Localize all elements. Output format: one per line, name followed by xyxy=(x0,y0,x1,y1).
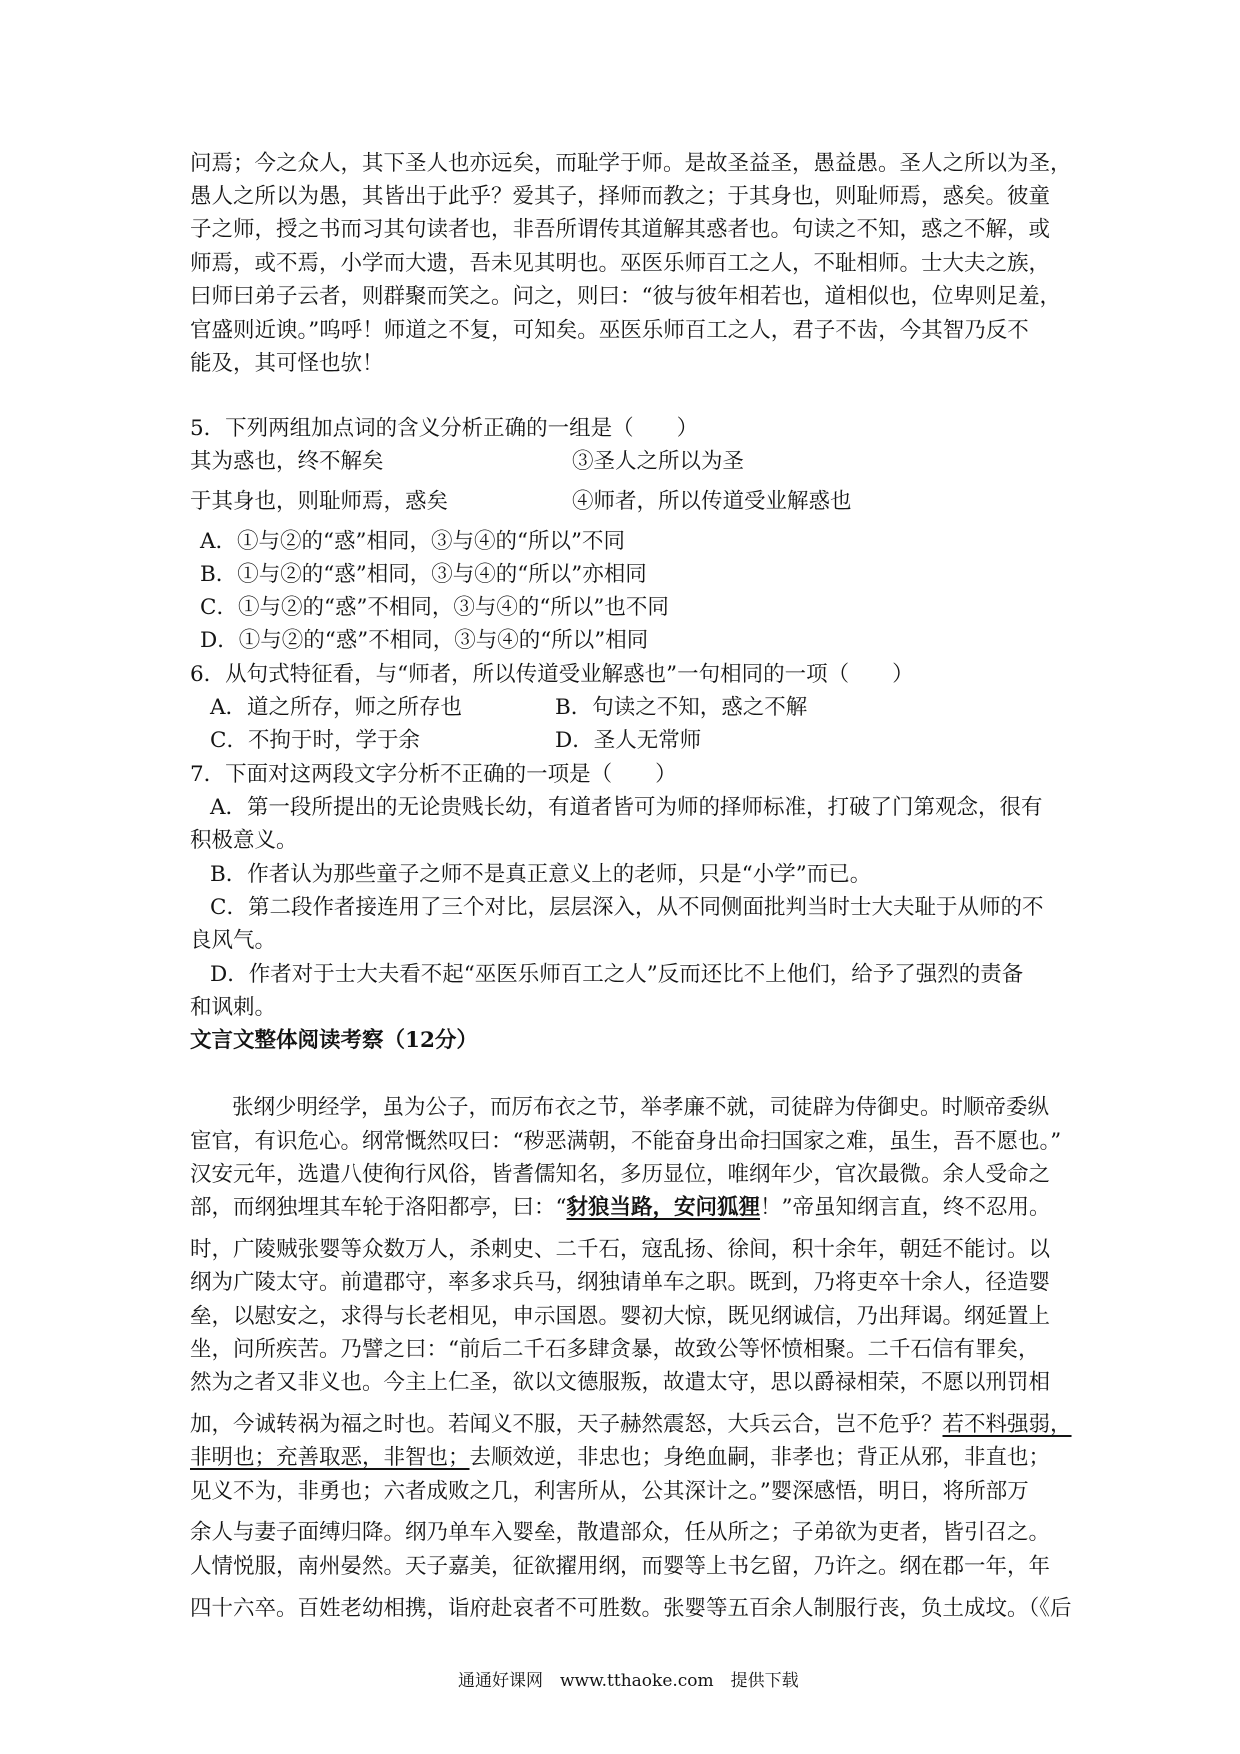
underlined-sentence: 非明也；充善取恶，非智也； xyxy=(190,1445,470,1470)
passage-2-line: 汉安元年，选遣八使徇行风俗，皆耆儒知名，多历显位，唯纲年少，官次最微。余人受命之 xyxy=(190,1162,1051,1187)
passage-2-line: 时，广陵贼张婴等众数万人，杀刺史、二千石，寇乱扬、徐间，积十余年，朝廷不能讨。以 xyxy=(190,1237,1051,1262)
passage-2-line xyxy=(190,1411,1072,1439)
passage-1-line: 愚人之所以为愚，其皆出于此乎？爱其子，择师而教之；于其身也，则耻师焉，惑矣。彼童 xyxy=(190,184,1051,209)
passage-2-line: 余人与妻子面缚归降。纲乃单车入婴垒，散遣部众，任从所之；子弟欲为吏者，皆引召之。 xyxy=(190,1520,1051,1545)
question-7-line: D．作者对于士大夫看不起“巫医乐师百工之人”反而还比不上他们，给予了强烈的责备 xyxy=(210,962,1024,987)
question-6-option-c: C．不拘于时，学于余 xyxy=(210,728,420,753)
question-5-stem: 5．下列两组加点词的含义分析正确的一组是（ ） xyxy=(190,416,699,441)
passage-2-line: 垒，以慰安之，求得与长老相见，申示国恩。婴初大惊，既见纲诚信，乃出拜谒。纲延置上 xyxy=(190,1304,1051,1329)
question-5-option-b: B．①与②的“惑”相同，③与④的“所以”亦相同 xyxy=(200,562,647,587)
question-6-stem: 6．从句式特征看，与“师者，所以传道受业解惑也”一句相同的一项（ ） xyxy=(190,662,914,687)
passage-2-line: 坐，问所疾苦。乃譬之曰：“前后二千石多肆贪暴，故致公等怀愤相聚。二千石信有罪矣， xyxy=(190,1337,1040,1362)
question-7-stem: 7．下面对这两段文字分析不正确的一项是（ ） xyxy=(190,762,677,787)
passage-1-line: 曰师曰弟子云者，则群聚而笑之。问之，则曰：“彼与彼年相若也，道相似也，位卑则足羞， xyxy=(190,284,1061,309)
question-5-item-4: ④师者，所以传道受业解惑也 xyxy=(572,489,852,514)
passage-2-line: 张纲少明经学，虽为公子，而厉布衣之节，举孝廉不就，司徒辟为侍御史。时顺帝委纵 xyxy=(232,1095,1050,1120)
question-7-line: 和讽刺。 xyxy=(190,995,277,1020)
question-6-option-b: B．句读之不知，惑之不解 xyxy=(555,695,808,720)
passage-1-line: 子之师，授之书而习其句读者也，非吾所谓传其道解其惑者也。句读之不知，惑之不解，或 xyxy=(190,217,1051,242)
question-7-line: B．作者认为那些童子之师不是真正意义上的老师，只是“小学”而已。 xyxy=(210,862,872,887)
section-title: 文言文整体阅读考察（12分） xyxy=(190,1028,478,1053)
passage-2-line: 见义不为，非勇也；六者成败之几，利害所从，公其深计之。”婴深感悟，明日，将所部万 xyxy=(190,1479,1029,1504)
passage-2-line: 人情悦服，南州晏然。天子嘉美，征欲擢用纲，而婴等上书乞留，乃许之。纲在郡一年，年 xyxy=(190,1554,1051,1579)
passage-1-line: 师焉，或不焉，小学而大遗，吾未见其明也。巫医乐师百工之人，不耻相师。士大夫之族， xyxy=(190,251,1051,276)
question-7-line: 良风气。 xyxy=(190,928,277,953)
question-6-option-d: D．圣人无常师 xyxy=(555,728,702,753)
passage-2-line: 宦官，有识危心。纲常慨然叹曰：“秽恶满朝，不能奋身出命扫国家之难，虽生，吾不愿也。” xyxy=(190,1129,1062,1154)
passage-2-text: 部，而纲独埋其车轮于洛阳都亭，曰：“ xyxy=(190,1195,567,1220)
question-5-item-1: 其为惑也，终不解矣 xyxy=(190,449,384,474)
question-5-option-d: D．①与②的“惑”不相同，③与④的“所以”相同 xyxy=(200,628,649,653)
passage-1-line: 能及，其可怪也欤！ xyxy=(190,351,384,376)
passage-2-line: 四十六卒。百姓老幼相携，诣府赴哀者不可胜数。张婴等五百余人制服行丧，负土成坟。（《后 xyxy=(190,1596,1072,1621)
question-7-line: 积极意义。 xyxy=(190,828,298,853)
underlined-quote: 豺狼当路，安问狐狸 xyxy=(566,1195,761,1220)
question-7-line: C．第二段作者接连用了三个对比，层层深入，从不同侧面批判当时士大夫耻于从师的不 xyxy=(210,895,1044,920)
passage-1-line: 问焉；今之众人，其下圣人也亦远矣，而耻学于师。是故圣益圣，愚益愚。圣人之所以为圣， xyxy=(190,151,1072,176)
question-5-option-a: A．①与②的“惑”相同，③与④的“所以”不同 xyxy=(200,529,625,554)
passage-2-line xyxy=(190,1444,1050,1472)
question-6-option-a: A．道之所存，师之所存也 xyxy=(210,695,463,720)
passage-2-text: ！”帝虽知纲言直，终不忍用。 xyxy=(760,1195,1051,1220)
question-5-option-c: C．①与②的“惑”不相同，③与④的“所以”也不同 xyxy=(200,595,669,620)
passage-2-line xyxy=(190,1194,1051,1222)
underlined-sentence: 若不料强弱， xyxy=(942,1412,1072,1437)
passage-2-text: 加，今诚转祸为福之时也。若闻义不服，天子赫然震怒，大兵云合，岂不危乎？ xyxy=(190,1412,943,1437)
question-7-line: A．第一段所提出的无论贵贱长幼，有道者皆可为师的择师标准，打破了门第观念，很有 xyxy=(210,795,1043,820)
question-5-item-3: ③圣人之所以为圣 xyxy=(572,449,745,474)
passage-2-text: 去顺效逆，非忠也；身绝血嗣，非孝也；背正从邪，非直也； xyxy=(469,1445,1051,1470)
passage-2-line: 纲为广陵太守。前遣郡守，率多求兵马，纲独请单车之职。既到，乃将吏卒十余人，径造婴 xyxy=(190,1270,1051,1295)
footer-text: 通通好课网 www.tthaoke.com 提供下载 xyxy=(458,1671,799,1691)
question-5-item-2: 于其身也，则耻师焉，惑矣 xyxy=(190,489,449,514)
passage-2-line: 然为之者又非义也。今主上仁圣，欲以文德服叛，故遣太守，思以爵禄相荣，不愿以刑罚相 xyxy=(190,1370,1051,1395)
passage-1-line: 官盛则近谀。”呜呼！师道之不复，可知矣。巫医乐师百工之人，君子不齿，今其智乃反不 xyxy=(190,318,1029,343)
